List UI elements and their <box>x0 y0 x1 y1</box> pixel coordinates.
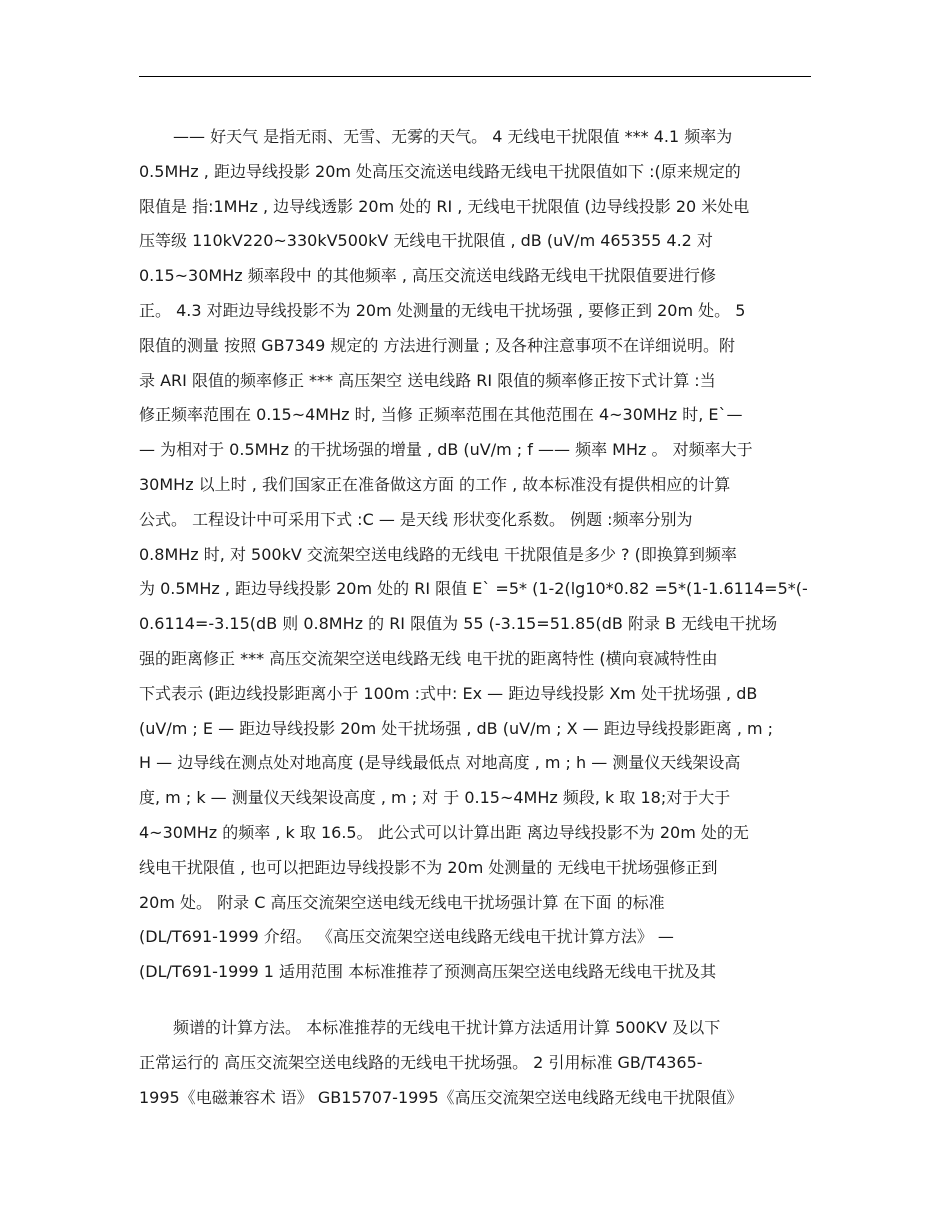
text-line: — 为相对于 0.5MHz 的干扰场强的增量 , dB (uV/m ; f —— 频率 MHz 。 对频率大于 <box>139 440 753 460</box>
text-line: 0.8MHz 时, 对 500kV 交流架空送电线路的无线电 干扰限值是多少 ? (即换算到频率 <box>139 544 737 564</box>
text-line: 为 0.5MHz , 距边导线投影 20m 处的 RI 限值 E` =5* (1-2(lg10*0.82 =5*(1-1.6114=5*(- <box>139 579 808 599</box>
text-line: 强的距离修正 *** 高压交流架空送电线路无线 电干扰的距离特性 (横向衰减特性由 <box>139 648 718 668</box>
text-line: 限值是 指:1MHz , 边导线透影 20m 处的 RI , 无线电干扰限值 (边导线投影 20 米处电 <box>139 196 750 216</box>
header-rule <box>139 76 811 77</box>
text-line: 1995《电磁兼容术 语》 GB15707-1995《高压交流架空送电线路无线电干扰限值》 <box>139 1087 743 1107</box>
text-line: 4~30MHz 的频率 , k 取 16.5。 此公式可以计算出距 离边导线投影不为 20m 处的无 <box>139 822 749 842</box>
text-line: 正。 4.3 对距边导线投影不为 20m 处测量的无线电干扰场强 , 要修正到 20m 处。 5 <box>139 300 746 320</box>
text-line: 限值的测量 按照 GB7349 规定的 方法进行测量 ; 及各种注意事项不在详细说明。附 <box>139 335 736 355</box>
text-line: H — 边导线在测点处对地高度 (是导线最低点 对地高度 , m ; h — 测量仪天线架设高 <box>139 753 741 773</box>
text-line: (DL/T691-1999 介绍。 《高压交流架空送电线路无线电干扰计算方法》 — <box>139 927 674 947</box>
text-line: 公式。 工程设计中可采用下式 :C — 是天线 形状变化系数。 例题 :频率分别为 <box>139 509 693 529</box>
text-line: 20m 处。 附录 C 高压交流架空送电线无线电干扰场强计算 在下面 的标准 <box>139 892 665 912</box>
text-line: 压等级 110kV220~330kV500kV 无线电干扰限值 , dB (uV/m 465355 4.2 对 <box>139 231 713 251</box>
body-paragraph-1 <box>139 120 814 990</box>
text-line: 线电干扰限值 , 也可以把距边导线投影不为 20m 处测量的 无线电干扰场强修正到 <box>139 857 718 877</box>
body-paragraph-2 <box>139 1011 814 1115</box>
text-line: 30MHz 以上时 , 我们国家正在准备做这方面 的工作 , 故本标准没有提供相应的计算 <box>139 474 731 494</box>
text-line: 度, m ; k — 测量仪天线架设高度 , m ; 对 于 0.15~4MHz 频段, k 取 18;对于大于 <box>139 788 731 808</box>
text-line: 频谱的计算方法。 本标准推荐的无线电干扰计算方法适用计算 500KV 及以下 <box>173 1018 721 1037</box>
text-line: 0.5MHz , 距边导线投影 20m 处高压交流送电线路无线电干扰限值如下 :(原来规定的 <box>139 161 741 181</box>
text-line: (uV/m ; E — 距边导线投影 20m 处干扰场强 , dB (uV/m ; X — 距边导线投影距离 , m ; <box>139 718 774 738</box>
text-line: 下式表示 (距边线投影距离小于 100m :式中: Ex — 距边导线投影 Xm 处干扰场强 , dB <box>139 683 758 703</box>
text-line: (DL/T691-1999 1 适用范围 本标准推荐了预测高压架空送电线路无线电干扰及其 <box>139 962 717 982</box>
text-line: 正常运行的 高压交流架空送电线路的无线电干扰场强。 2 引用标准 GB/T4365- <box>139 1052 703 1072</box>
text-line: 修正频率范围在 0.15~4MHz 时, 当修 正频率范围在其他范围在 4~30MHz 时, E`— <box>139 405 743 425</box>
text-line: 录 ARI 限值的频率修正 *** 高压架空 送电线路 RI 限值的频率修正按下式计算 :当 <box>139 370 716 390</box>
text-line: 0.15~30MHz 频率段中 的其他频率 , 高压交流送电线路无线电干扰限值要进行修 <box>139 266 717 286</box>
text-line: —— 好天气 是指无雨、无雪、无雾的天气。 4 无线电干扰限值 *** 4.1 频率为 <box>173 127 733 146</box>
text-line: 0.6114=-3.15(dB 则 0.8MHz 的 RI 限值为 55 (-3.15=51.85(dB 附录 B 无线电干扰场 <box>139 614 778 634</box>
